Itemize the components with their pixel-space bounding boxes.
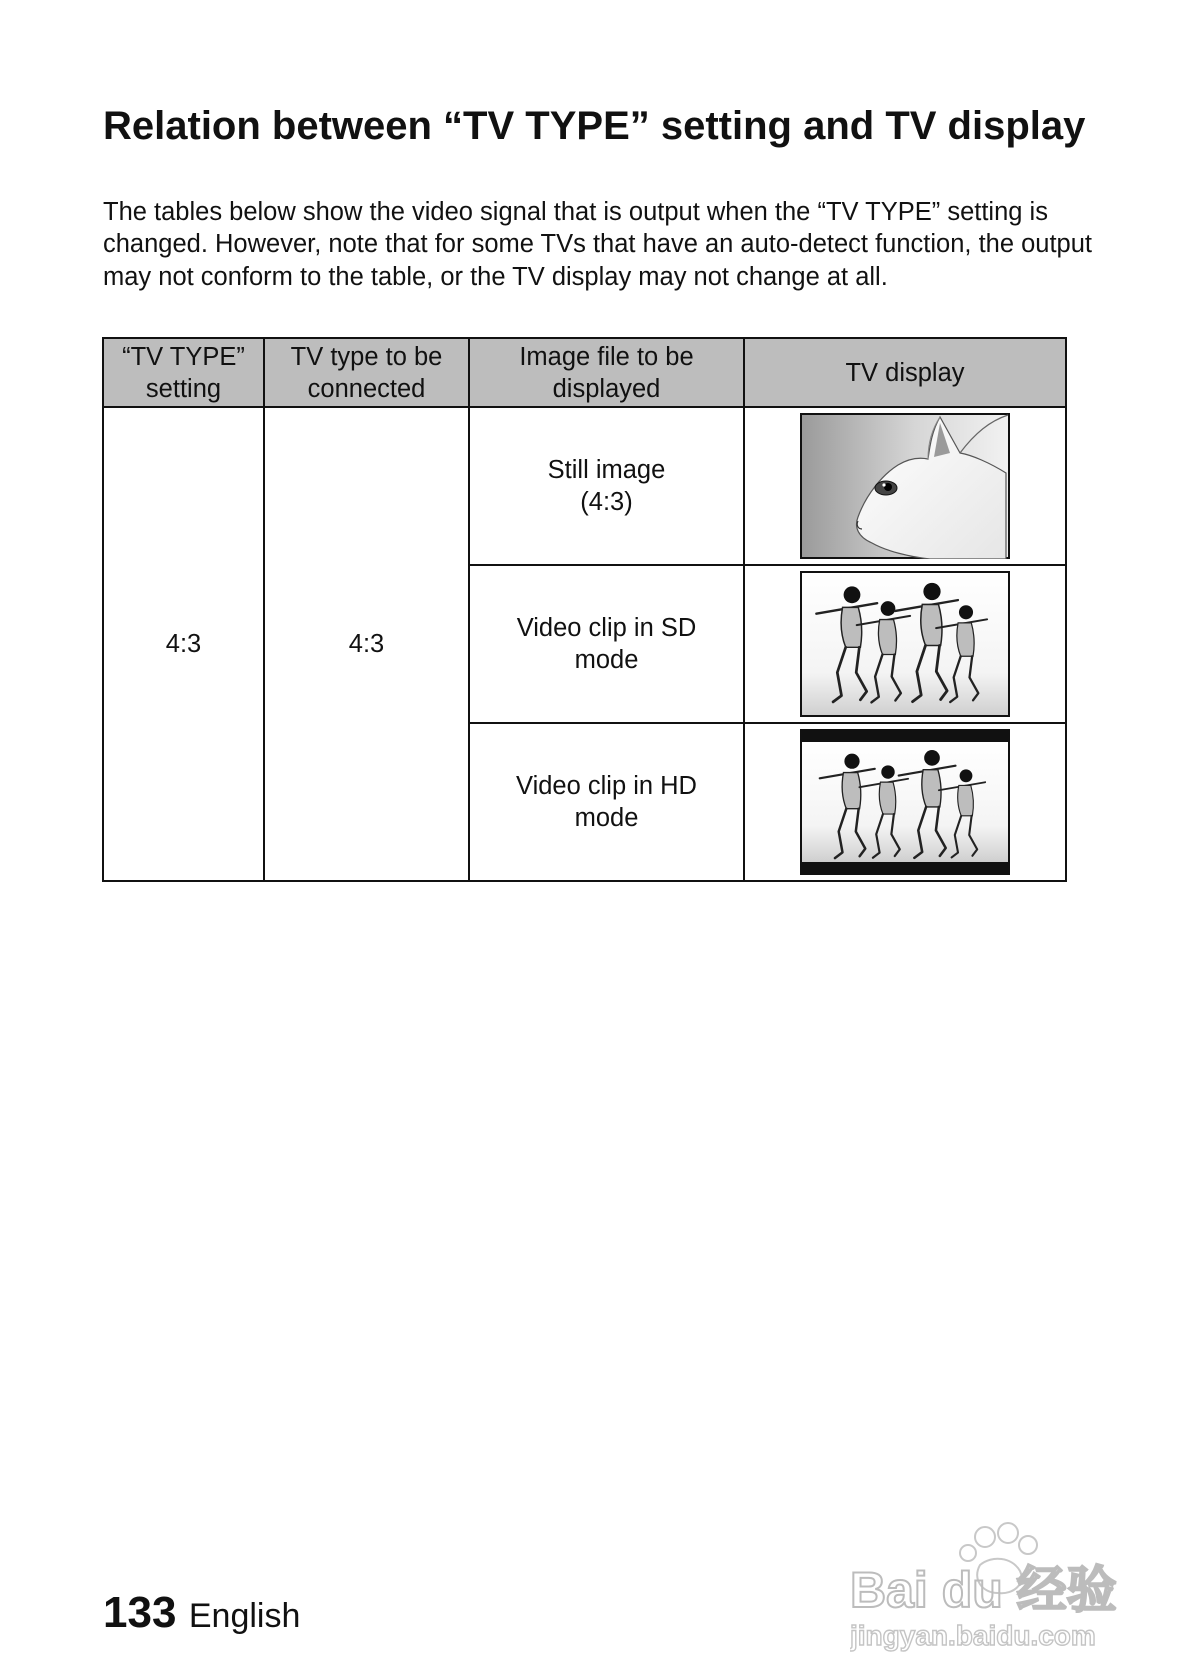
svg-text:jingyan.baidu.com: jingyan.baidu.com	[850, 1620, 1096, 1651]
intro-paragraph: The tables below show the video signal that is output when the “TV TYPE” setting is changed. However, note that for some TVs that have an auto-detect function, the output may not conform to the table, or the TV display may not change at all.	[103, 198, 1092, 291]
tv-type-setting-value: 4:3	[103, 407, 264, 881]
table-header-row	[103, 338, 1066, 407]
header-tv-type-setting: “TV TYPE” setting	[103, 338, 264, 407]
language-label: English	[188, 1597, 301, 1635]
tv-display-cell	[744, 723, 1066, 881]
image-file-cell: Still image (4:3)	[469, 407, 744, 565]
image-file-cell: Video clip in HD mode	[469, 723, 744, 881]
table-row	[103, 407, 1066, 565]
baidu-jingyan-watermark-icon	[850, 1515, 1140, 1655]
svg-text:Bai du 经验: Bai du 经验	[850, 1562, 1117, 1618]
image-file-cell: Video clip in SD mode	[469, 565, 744, 723]
header-tv-display: TV display	[744, 338, 1066, 407]
page-number: 133	[103, 1588, 177, 1637]
header-image-file: Image file to be displayed	[469, 338, 744, 407]
page-footer	[103, 1588, 300, 1638]
dancers-sd-icon	[800, 571, 1010, 717]
rabbit-still-image-icon	[800, 413, 1010, 559]
header-tv-type-connected: TV type to be connected	[264, 338, 469, 407]
page-heading: Relation between “TV TYPE” setting and TV display	[103, 104, 1086, 148]
tv-type-connected-value: 4:3	[264, 407, 469, 881]
dancers-hd-letterbox-icon	[800, 729, 1010, 875]
tv-display-cell	[744, 407, 1066, 565]
tv-type-table	[102, 337, 1067, 882]
tv-display-cell	[744, 565, 1066, 723]
